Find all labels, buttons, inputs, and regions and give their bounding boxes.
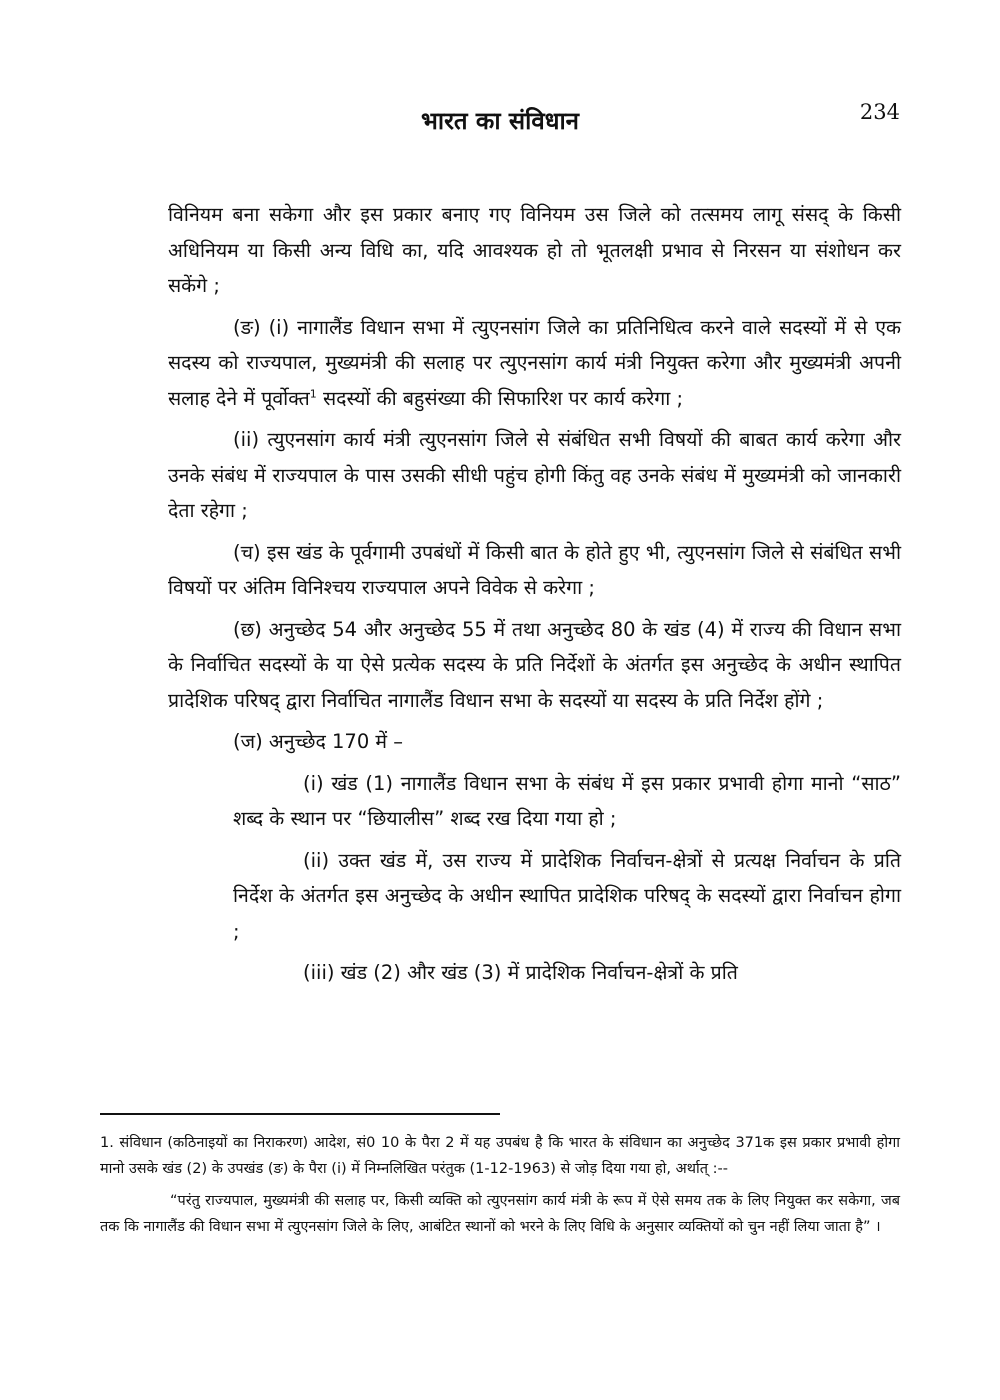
paragraph-nga-i-text-end: सदस्यों की बहुसंख्या की सिफारिश पर कार्य करेगा ; — [316, 386, 684, 410]
paragraph-ja-ii: (ii) उक्त खंड में, उस राज्य में प्रादेशिक निर्वाचन-क्षेत्रों से प्रत्यक्ष निर्वाचन के प्रति निर्देश के अंतर्गत इस अनुच्छेद के अधीन स्थापित प्रादेशिक परिषद् के सदस्यों द्वारा निर्वाचन होगा ; — [233, 848, 901, 943]
footnote-marker[interactable]: 1 — [309, 387, 317, 400]
footnote-1: 1. संविधान (कठिनाइयों का निराकरण) आदेश, सं0 10 के पैरा 2 में यह उपबंध है कि भारत के संविधान का अनुच्छेद 371क इस प्रकार प्रभावी होगा मानो उसके खंड (2) के उपखंड (ङ) के पैरा (i) में निम्नलिखित परंतुक (1-12-1963) से जोड़ दिया गया हो, अर्थात् :-- — [100, 1135, 900, 1177]
page-header — [0, 100, 1000, 140]
page-number: 234 — [859, 100, 900, 124]
footnote-divider — [100, 1113, 500, 1115]
paragraph-cha: (च) इस खंड के पूर्वगामी उपबंधों में किसी बात के होते हुए भी, त्युएनसांग जिले से संबंधित सभी विषयों पर अंतिम विनिश्चय राज्यपाल अपने विवेक से करेगा ; — [168, 540, 901, 599]
paragraph-ja: (ज) अनुच्छेद 170 में – — [233, 730, 404, 753]
paragraph-nga-i-text: (ङ) (i) नागालैंड विधान सभा में त्युएनसांग जिले का प्रतिनिधित्व करने वाले सदस्यों में से एक सदस्य को राज्यपाल, मुख्यमंत्री की सलाह पर त्युएनसांग कार्य मंत्री नियुक्त करेगा और मुख्यमंत्री अपनी सलाह देने में पूर्वोक्त — [168, 315, 901, 410]
paragraph-intro: विनियम बना सकेगा और इस प्रकार बनाए गए विनियम उस जिले को तत्समय लागू संसद् के किसी अधिनियम या किसी अन्य विधि का, यदि आवश्यक हो तो भूतलक्षी प्रभाव से निरसन या संशोधन कर सकेंगे ; — [168, 203, 901, 297]
paragraph-chha: (छ) अनुच्छेद 54 और अनुच्छेद 55 में तथा अनुच्छेद 80 के खंड (4) में राज्य की विधान सभा के निर्वाचित सदस्यों के या ऐसे प्रत्येक सदस्य के प्रति निर्देशों के अंतर्गत इस अनुच्छेद के अधीन स्थापित प्रादेशिक परिषद् द्वारा निर्वाचित नागालैंड विधान सभा के सदस्यों या सदस्य के प्रति निर्देश होंगे ; — [168, 617, 901, 712]
paragraph-nga-i — [168, 310, 901, 417]
paragraph-nga-ii: (ii) त्युएनसांग कार्य मंत्री त्युएनसांग जिले से संबंधित सभी विषयों की बाबत कार्य करेगा और उनके संबंध में राज्यपाल के पास उसकी सीधी पहुंच होगी किंतु वह उनके संबंध में मुख्यमंत्री को जानकारी देता रहेगा ; — [168, 428, 901, 522]
footnote-1-quote: “परंतु राज्यपाल, मुख्यमंत्री की सलाह पर, किसी व्यक्ति को त्युएनसांग कार्य मंत्री के रूप में ऐसे समय तक के लिए नियुक्त कर सकेगा, जब तक कि नागालैंड की विधान सभा में त्युएनसांग जिले के लिए, आबंटित स्थानों को भरने के लिए विधि के अनुसार व्यक्तियों को चुन नहीं लिया जाता है” । — [100, 1193, 900, 1235]
body-text — [168, 197, 901, 997]
paragraph-ja-iii: (iii) खंड (2) और खंड (3) में प्रादेशिक निर्वाचन-क्षेत्रों के प्रति — [303, 961, 738, 984]
paragraph-ja-i: (i) खंड (1) नागालैंड विधान सभा के संबंध में इस प्रकार प्रभावी होगा मानो “साठ” शब्द के स्थान पर “छियालीस” शब्द रख दिया गया हो ; — [233, 771, 901, 830]
page-title: भारत का संविधान — [420, 107, 580, 135]
footnotes — [100, 1130, 900, 1246]
